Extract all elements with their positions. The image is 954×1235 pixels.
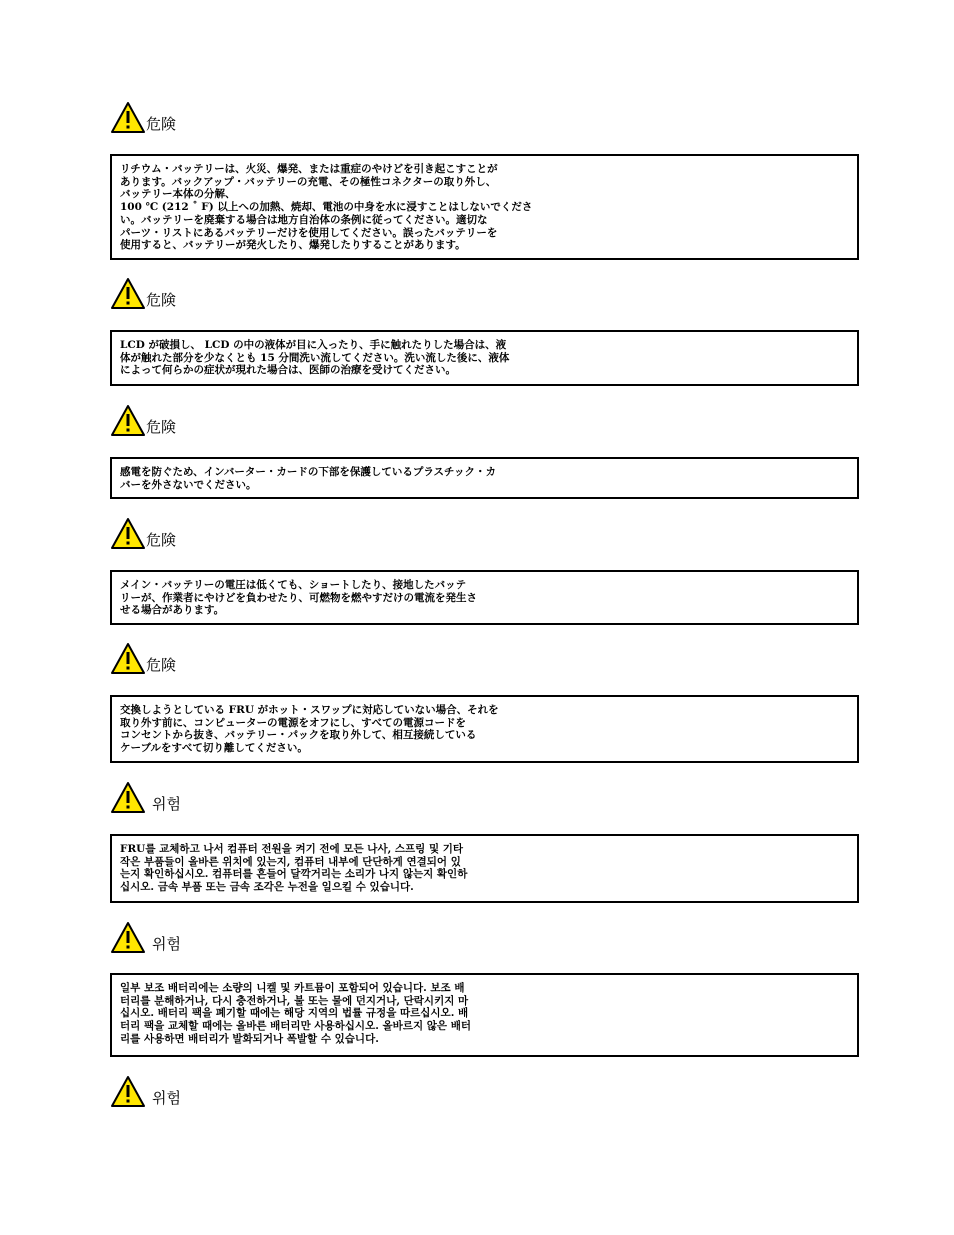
- notice-line: ケーブルをすべて切り離してください。: [120, 742, 308, 755]
- notice-line: パーツ・リストにあるバッテリーだけを使用してください。誤ったバッテリーを: [120, 226, 498, 239]
- notice-box: [110, 834, 859, 903]
- heading-label: 危険: [146, 656, 177, 674]
- heading-label: 危険: [146, 418, 177, 436]
- notice-line: 터리 팩을 교체할 때에는 올바른 배터리만 사용하십시오. 올바르지 않은 배터: [120, 1020, 471, 1033]
- warning-triangle-icon: [110, 277, 146, 310]
- notice-box: [110, 570, 859, 625]
- warning-triangle-icon: [110, 101, 146, 134]
- notice-line: バーを外さないでください。: [120, 478, 257, 491]
- notice-line: 感電を防ぐため、インバーター・カードの下部を保護しているプラスチック・カ: [120, 466, 497, 478]
- notice-box: [110, 457, 859, 499]
- notice-line: 交換しようとしている FRU がホット・スワップに対応していない場合、それを: [120, 704, 499, 716]
- warning-triangle-icon: [110, 642, 146, 675]
- notice-line: コンセントから抜き、バッテリー・パックを取り外して、相互接続している: [120, 729, 477, 742]
- notice-box: [110, 973, 859, 1057]
- notice-line: リーが、作業者にやけどを負わせたり、可燃物を燃やすだけの電流を発生さ: [120, 591, 477, 604]
- warning-triangle-icon: [110, 404, 146, 437]
- notice-line: 取り外す前に、コンピューターの電源をオフにし、すべての電源コードを: [120, 716, 466, 729]
- heading-label: 위험: [152, 935, 181, 953]
- notice-line: LCD が破損し、 LCD の中の液体が目に入ったり、手に触れたりした場合は、液: [120, 339, 507, 351]
- notice-line: メイン・バッテリーの電圧は低くても、ショートしたり、接地したバッテ: [120, 579, 467, 591]
- notice-line: 십시오. 금속 부품 또는 금속 조각은 누전을 일으킬 수 있습니다.: [120, 881, 414, 894]
- notice-line: 십시오. 배터리 팩을 폐기할 때에는 해당 지역의 법률 규정을 따르십시오. 배: [120, 1007, 469, 1020]
- heading-label: 위험: [152, 1089, 181, 1107]
- notice-line: 使用すると、バッテリーが発火したり、爆発したりすることがあります。: [120, 239, 466, 252]
- notice-line: バッテリー本体の分解、: [120, 188, 236, 201]
- notice-line: FRU를 교체하고 나서 컴퓨터 전원을 켜기 전에 모든 나사, 스프링 및 기타: [120, 843, 464, 855]
- notice-line: 는지 확인하십시오. 컴퓨터를 흔들어 달깍거리는 소리가 나지 않는지 확인하: [120, 868, 468, 881]
- notice-box: [110, 154, 859, 260]
- heading-label: 위험: [152, 795, 181, 813]
- notice-line: リチウム・バッテリーは、火災、爆発、または重症のやけどを引き起こすことが: [120, 163, 498, 175]
- notice-line: 일부 보조 배터리에는 소량의 니켈 및 카트뮴이 포함되어 있습니다. 보조 배: [120, 982, 465, 994]
- heading-label: 危険: [146, 115, 177, 133]
- notice-line: 体が触れた部分を少なくとも 15 分間洗い流してください。洗い流した後に、液体: [120, 351, 510, 364]
- warning-triangle-icon: [110, 781, 146, 814]
- notice-line: せる場合があります。: [120, 604, 225, 617]
- heading-label: 危険: [146, 291, 177, 309]
- notice-box: [110, 330, 859, 386]
- notice-line: によって何らかの症状が現れた場合は、医師の治療を受けてください。: [120, 364, 456, 377]
- heading-label: 危険: [146, 531, 177, 549]
- warning-triangle-icon: [110, 921, 146, 954]
- warning-triangle-icon: [110, 1075, 146, 1108]
- notice-line: 터리를 분해하거나, 다시 충전하거나, 불 또는 물에 던지거나, 단락시키지 마: [120, 994, 469, 1007]
- notice-line: 작은 부품들이 올바른 위치에 있는지, 컴퓨터 내부에 단단하게 연결되어 있: [120, 855, 461, 868]
- notice-line: 리를 사용하면 배터리가 발화되거나 폭발할 수 있습니다.: [120, 1032, 379, 1045]
- warning-triangle-icon: [110, 517, 146, 550]
- notice-line: 100 ℃ (212 ˚ F) 以上への加熱、焼却、電池の中身を水に浸すことはしないでくださ: [120, 201, 533, 214]
- notice-line: い。バッテリーを廃棄する場合は地方自治体の条例に従ってください。適切な: [120, 213, 488, 226]
- notice-box: [110, 695, 859, 763]
- notice-line: あります。バックアップ・バッテリーの充電、その極性コネクターの取り外し、: [120, 175, 497, 188]
